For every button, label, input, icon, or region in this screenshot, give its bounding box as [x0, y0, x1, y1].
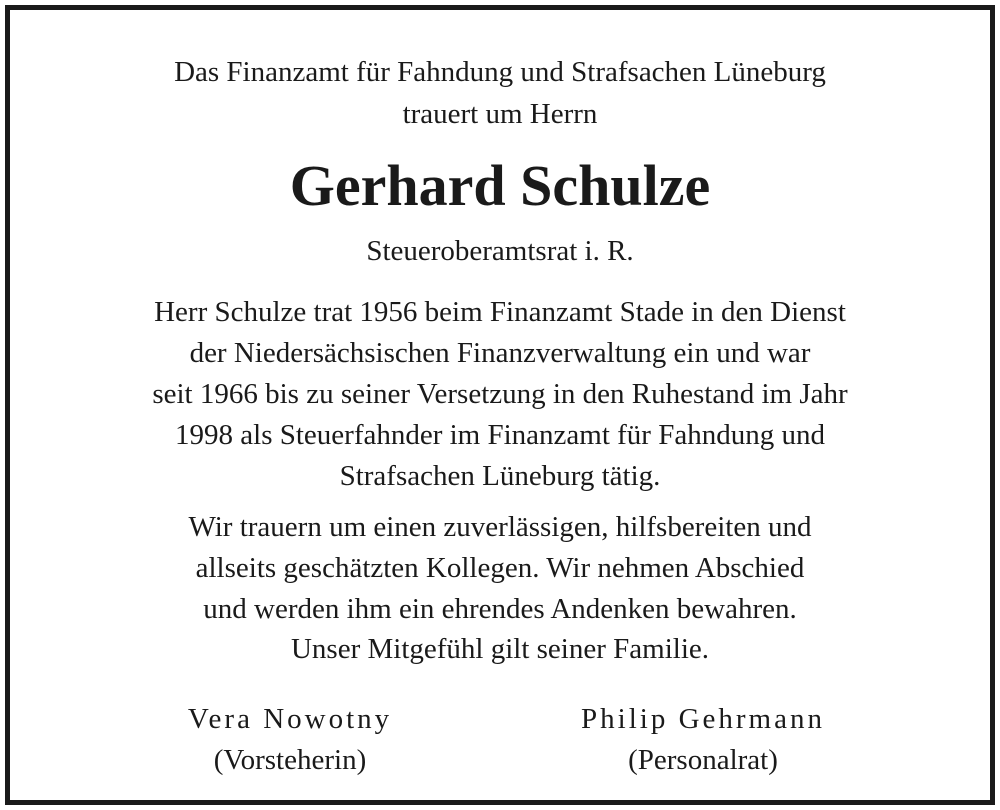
condolence-line: allseits geschätzten Kollegen. Wir nehmen Abschied	[195, 552, 805, 584]
career-line: der Niedersächsischen Finanzverwaltung ein und war	[189, 337, 811, 369]
career-line: Herr Schulze trat 1956 beim Finanzamt Stade in den Dienst	[154, 296, 846, 328]
signatory-name: Vera Nowotny	[187, 703, 393, 735]
signatory-role: (Vorsteherin)	[213, 744, 367, 776]
career-line: seit 1966 bis zu seiner Versetzung in den Ruhestand im Jahr	[152, 378, 848, 410]
deceased-title: Steueroberamtsrat i. R.	[366, 235, 634, 267]
signatory-name: Philip Gehrmann	[581, 703, 825, 735]
deceased-name: Gerhard Schulze	[289, 153, 711, 218]
signatory-role: (Personalrat)	[628, 744, 778, 776]
obituary-notice	[5, 5, 995, 805]
condolence-line: Wir trauern um einen zuverlässigen, hilfsbereiten und	[188, 511, 812, 543]
intro-line: Das Finanzamt für Fahndung und Strafsachen Lüneburg	[174, 56, 826, 88]
intro-line: trauert um Herrn	[402, 98, 598, 130]
career-line: 1998 als Steuerfahnder im Finanzamt für Fahndung und	[175, 419, 825, 451]
condolence-line: und werden ihm ein ehrendes Andenken bewahren.	[203, 593, 797, 625]
condolence-line: Unser Mitgefühl gilt seiner Familie.	[290, 633, 709, 665]
career-line: Strafsachen Lüneburg tätig.	[339, 460, 661, 492]
